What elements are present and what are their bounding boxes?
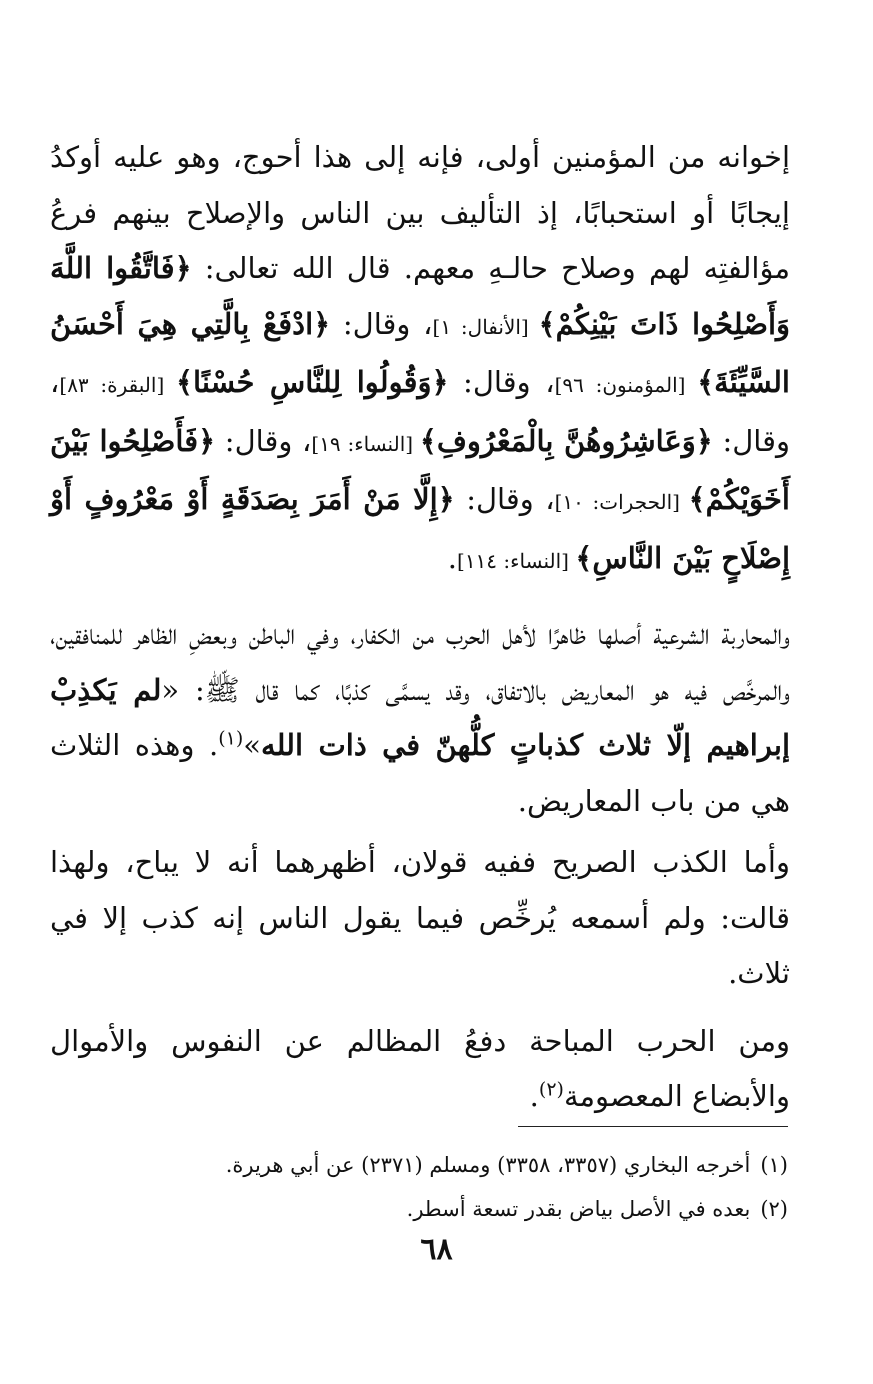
footnote-item (108, 1143, 788, 1187)
text: . (529, 1079, 539, 1113)
text: . (447, 540, 457, 575)
text: » (243, 728, 262, 762)
page-number: ٦٨ (420, 1232, 453, 1267)
footnote-item (108, 1187, 788, 1231)
quran-verse: ﴿فَاتَّقُوا اللَّهَ وَأَصْلِحُوا ذَاتَ بَيْنِكُمْ﴾ (50, 251, 791, 341)
verse-reference: [الحجرات: ١٠] (554, 490, 689, 514)
paragraph-2 (50, 607, 790, 829)
page-body (50, 130, 790, 1125)
footnote-number: (٢) (760, 1197, 788, 1221)
text: ومن الحرب المباحة دفعُ المظالم عن النفوس والأموال والأبضاع المعصومة (50, 1023, 790, 1113)
quran-verse: ﴿وَعَاشِرُوهُنَّ بِالْمَعْرُوفِ﴾ (419, 423, 713, 458)
text: ، وقال: (50, 365, 790, 458)
text: ، وقال: (454, 482, 555, 516)
text: إخوانه من المؤمنين أولى، فإنه إلى هذا أحوج، وهو عليه أوكدُ إيجابًا أو استحبابًا، إذ التأليف بين الناس والإصلاح بينهم فرعُ مؤالفتِه لهم وصلاح حالـهِ معهم. قال الله تعالى: (50, 140, 790, 285)
verse-reference: [البقرة: ٨٣] (59, 373, 176, 397)
text: ، وقال: (448, 365, 555, 399)
hadith-quote: لم يَكذِبْ إبراهيم إلّا ثلاث كذباتٍ كلُّهنّ في ذات الله (50, 672, 790, 762)
paragraph-3: وأما الكذب الصريح ففيه قولان، أظهرهما أنه لا يباح، ولهذا قالت: ولم أسمعه يُرخِّص فيما يقول الناس إنه كذب إلا في ثلاث. (50, 845, 790, 990)
verse-reference: [المؤمنون: ٩٦] (554, 373, 698, 397)
footnote-separator (518, 1126, 788, 1127)
verse-reference: [النساء: ١٩] (311, 431, 420, 456)
text: . وهذه الثلاث هي من باب المعاريض. (50, 728, 790, 818)
footnote-number: (١) (760, 1153, 788, 1177)
verse-reference: [الأنفال: ١] (432, 314, 539, 339)
verse-reference: [النساء: ١١٤] (457, 548, 576, 573)
footnote-text: بعده في الأصل بياض بقدر تسعة أسطر. (406, 1197, 751, 1221)
footnotes (108, 1143, 788, 1231)
footnote-marker[interactable]: (١) (218, 727, 244, 750)
footnote-marker[interactable]: (٢) (538, 1078, 564, 1101)
text: والمحاربة الشرعية أصلها ظاهرًا لأهل الحرب من الكفار، وفي الباطن وبعضِ الظاهر للمنافقين، والمرخَّص فيه هو المعاريض بالاتفاق، وقد يسمَّى كذبًا، كما قال ﷺ: « (50, 617, 790, 707)
text: ، وقال: (330, 306, 433, 341)
paragraph-4 (50, 1014, 790, 1125)
quran-verse: ﴿إِلَّا مَنْ أَمَرَ بِصَدَقَةٍ أَوْ مَعْرُوفٍ أَوْ إِصْلَاحٍ بَيْنَ النَّاسِ﴾ (50, 482, 790, 575)
paragraph-1 (50, 130, 790, 589)
footnote-text: أخرجه البخاري (٣٣٥٧، ٣٣٥٨) ومسلم (٢٣٧١) عن أبي هريرة. (225, 1153, 751, 1177)
quran-verse: ﴿ادْفَعْ بِالَّتِي هِيَ أَحْسَنُ السَّيِّئَةَ﴾ (50, 306, 790, 399)
quran-verse: ﴿فَأَصْلِحُوا بَيْنَ أَخَوَيْكُمْ﴾ (50, 423, 790, 516)
quran-verse: ﴿وَقُولُوا لِلنَّاسِ حُسْنًا﴾ (176, 365, 449, 399)
text: ، وقال: (215, 423, 312, 458)
